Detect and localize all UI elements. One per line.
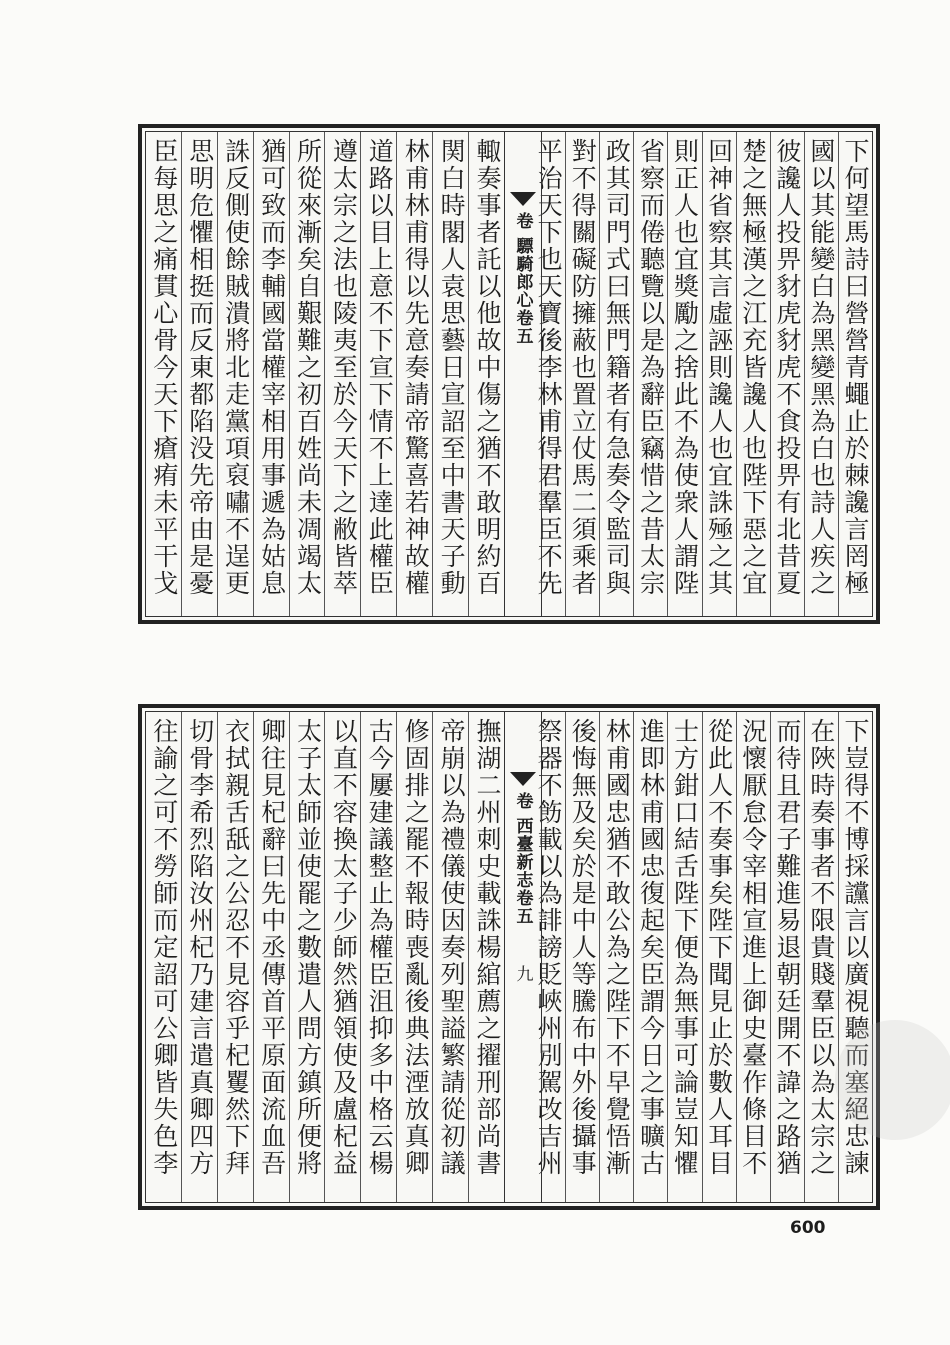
text-column: 帝崩以為禮儀使因奏列聖謚繁請從初議	[432, 712, 468, 1202]
text-column: 政其司門式曰無門籍者有急奏令監司與	[599, 132, 633, 616]
page-number: 600	[790, 1218, 826, 1238]
lower-left-half	[146, 712, 504, 1202]
text-column: 省察而倦聽覽以是為辭臣竊惜之昔太宗	[633, 132, 667, 616]
text-column: 誅反側使餘賊潰將北走黨項裒嘯不逞更	[217, 132, 253, 616]
text-column: 臣每思之痛貫心骨今天下瘡痏未平干戈	[149, 138, 179, 597]
text-column: 進即林甫國忠復起矣臣謂今日之事曠古	[633, 712, 667, 1202]
upper-right-half	[532, 132, 872, 616]
upper-page-block	[138, 124, 880, 624]
text-column: 衣拭親舌舐之公忍不見容乎杞矍然下拜	[217, 712, 253, 1202]
text-column: 林甫國忠猶不敢公為之陛下不早覺悟漸	[599, 712, 633, 1202]
spine-title: 卷 驃騎郎心卷五	[512, 212, 533, 345]
text-column: 古今屢建議整止為權臣沮抑多中格云楊	[360, 712, 396, 1202]
text-column: 士方鉗口結舌陛下便為無事可論豈知懼	[667, 712, 701, 1202]
text-column: 輙奏事者託以他故中傷之猶不敢明約百	[468, 132, 504, 616]
text-column: 猶可致而李輔國當權宰相用事遞為姑息	[253, 132, 289, 616]
text-column: 撫湖二州刺史載誅楊綰薦之擢刑部尚書	[468, 712, 504, 1202]
text-column: 而待且君子難進易退朝廷開不諱之路猶	[770, 712, 804, 1202]
text-column: 関白時閣人袁思藝日宣詔至中書天子動	[432, 132, 468, 616]
lower-right-half	[532, 712, 872, 1202]
text-column: 國以其能變白為黑變黑為白也詩人疾之	[804, 132, 838, 616]
text-column: 遵太宗之法也陵夷至於今天下之敝皆萃	[324, 132, 360, 616]
text-column: 在陜時奏事者不限貴賤羣臣以為太宗之	[804, 712, 838, 1202]
text-column: 下豈得不博採讜言以廣視聽而塞絕忠諫	[838, 712, 872, 1202]
text-column: 往諭之可不勞師而定詔可公卿皆失色李	[149, 718, 179, 1177]
text-column: 切骨李希烈陷汝州杞乃建言遣真卿四方	[181, 712, 217, 1202]
text-column: 道路以目上意不下宣下情不上達此權臣	[360, 132, 396, 616]
upper-left-half	[146, 132, 504, 616]
text-column: 下何望馬詩曰營營青蠅止於棘讒言罔極	[838, 132, 872, 616]
fish-tail-mark-icon	[510, 192, 536, 206]
text-column: 對不得關礙防擁蔽也置立仗馬二須乘者	[565, 132, 599, 616]
upper-center-spine	[504, 132, 542, 616]
text-column: 況懷厭怠令宰相宣進上御史臺作條目不	[736, 712, 770, 1202]
upper-frame	[145, 131, 873, 617]
fish-tail-mark-icon	[510, 772, 536, 786]
lower-center-spine	[504, 712, 542, 1202]
text-column: 則正人也宜獎勵之捨此不為使衆人謂陛	[667, 132, 701, 616]
text-column: 平治天下也天寶後李林甫得君羣臣不先	[534, 138, 564, 597]
lower-frame	[145, 711, 873, 1203]
text-column: 楚之無極漢之江充皆讒人也陛下惡之宜	[736, 132, 770, 616]
text-column: 卿往見杞辭曰先中丞傳首平原面流血吾	[253, 712, 289, 1202]
text-column: 祭器不飭載以為誹謗貶峽州別駕改吉州	[534, 718, 564, 1177]
leaf-number: 九	[512, 964, 533, 982]
text-column: 思明危懼相挺而反東都陷没先帝由是憂	[181, 132, 217, 616]
lower-page-block	[138, 704, 880, 1210]
spine-title: 卷 西臺新志卷五	[512, 792, 533, 925]
text-column: 修固排之罷不報時喪亂後典法湮放真卿	[396, 712, 432, 1202]
text-column: 後悔無及矣於是中人等騰布中外後攝事	[565, 712, 599, 1202]
text-column: 回神省察其言虛誣則讒人也宜誅殛之其	[702, 132, 736, 616]
text-column: 林甫林甫得以先意奏請帝驚喜若神故權	[396, 132, 432, 616]
text-column: 太子太師並使罷之數遣人問方鎮所便將	[289, 712, 325, 1202]
text-column: 從此人不奏事矣陛下聞見止於數人耳目	[702, 712, 736, 1202]
text-column: 所從來漸矣自艱難之初百姓尚未凋竭太	[289, 132, 325, 616]
text-column: 以直不容換太子少師然猶領使及盧杞益	[324, 712, 360, 1202]
faint-watermark-stamp	[835, 1020, 950, 1140]
text-column: 彼讒人投畀豺虎豺虎不食投畀有北昔夏	[770, 132, 804, 616]
